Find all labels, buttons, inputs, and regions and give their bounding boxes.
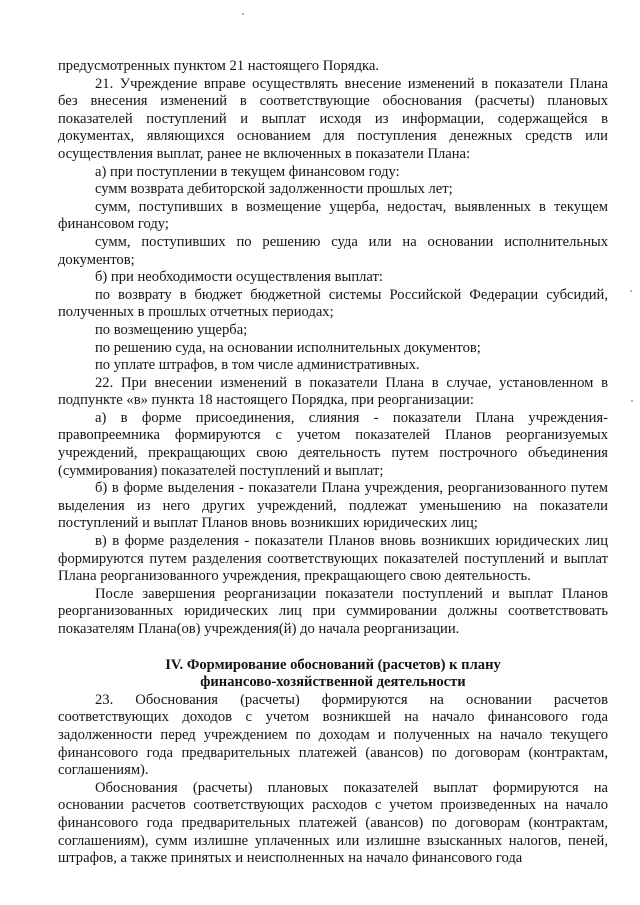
paragraph: по решению суда, на основании исполнительных документов; xyxy=(95,339,481,356)
document-page xyxy=(58,58,608,868)
section-heading xyxy=(58,657,608,692)
scan-speck xyxy=(630,290,632,292)
paragraph: Обоснования (расчеты) плановых показателей выплат формируются на основании расчетов соответствующих расходов с учетом произведенных на начало финансового года предварительных платежей (авансов) по договорам (контрактам, соглашениям), сумм излишне уплаченных или излишне взысканных налогов, пеней, штрафов, а также принятых и неисполненных на начало финансового года xyxy=(58,779,608,867)
paragraph: б) в форме выделения - показатели Плана учреждения, реорганизованного путем выделения из него других учреждений, подлежат уменьшению на показатели поступлений и выплат Планов вновь возникших юридических лиц; xyxy=(58,480,608,532)
paragraph: а) при поступлении в текущем финансовом году: xyxy=(95,163,400,180)
paragraph: по уплате штрафов, в том числе административных. xyxy=(95,357,420,374)
paragraph: сумм, поступивших в возмещение ущерба, недостач, выявленных в текущем финансовом году; xyxy=(58,198,608,233)
paragraph: 22. При внесении изменений в показатели Плана в случае, установленном в подпункте «в» пункта 18 настоящего Порядка, при реорганизации: xyxy=(58,374,608,409)
paragraph: б) при необходимости осуществления выплат: xyxy=(95,269,383,286)
paragraph: После завершения реорганизации показатели поступлений и выплат Планов реорганизованных юридических лиц при суммировании должны соответствовать показателям Плана(ов) учреждения(й) до начала реорганизации. xyxy=(58,585,608,637)
paragraph: 21. Учреждение вправе осуществлять внесение изменений в показатели Плана без внесения изменений в соответствующие обоснования (расчеты) плановых показателей поступлений и выплат исходя из информации, содержащейся в документах, являющихся основанием для поступления денежных средств или осуществления выплат, ранее не включенных в показатели Плана: xyxy=(58,75,608,162)
paragraph: в) в форме разделения - показатели Планов вновь возникших юридических лиц формируются путем разделения соответствующих показателей поступлений и выплат Плана реорганизованного учреждения, прекращающего свою деятельность. xyxy=(58,533,608,585)
paragraph: предусмотренных пунктом 21 настоящего Порядка. xyxy=(58,58,380,74)
section-heading-line: IV. Формирование обоснований (расчетов) к плану xyxy=(165,656,501,673)
paragraph: сумм возврата дебиторской задолженности прошлых лет; xyxy=(95,181,453,198)
paragraph: сумм, поступивших по решению суда или на основании исполнительных документов; xyxy=(58,233,608,268)
paragraph: по возврату в бюджет бюджетной системы Российской Федерации субсидий, полученных в прошлых отчетных периодах; xyxy=(58,286,608,321)
paragraph: по возмещению ущерба; xyxy=(95,321,248,338)
paragraph: 23. Обоснования (расчеты) формируются на основании расчетов соответствующих доходов с учетом возникшей на начало финансового года задолженности перед учреждением по доходам и полученных на начало текущего финансового года предварительных платежей (авансов) по договорам (контрактам, соглашениям). xyxy=(58,691,608,779)
paragraph: а) в форме присоединения, слияния - показатели Плана учреждения-правопреемника формируются с учетом показателей Планов реорганизуемых учреждений, прекращающих свою деятельность путем построчного объединения (суммирования) показателей поступлений и выплат; xyxy=(58,409,608,479)
scan-speck xyxy=(631,400,633,402)
section-heading-line: финансово-хозяйственной деятельности xyxy=(200,674,466,691)
scan-speck xyxy=(242,13,244,15)
